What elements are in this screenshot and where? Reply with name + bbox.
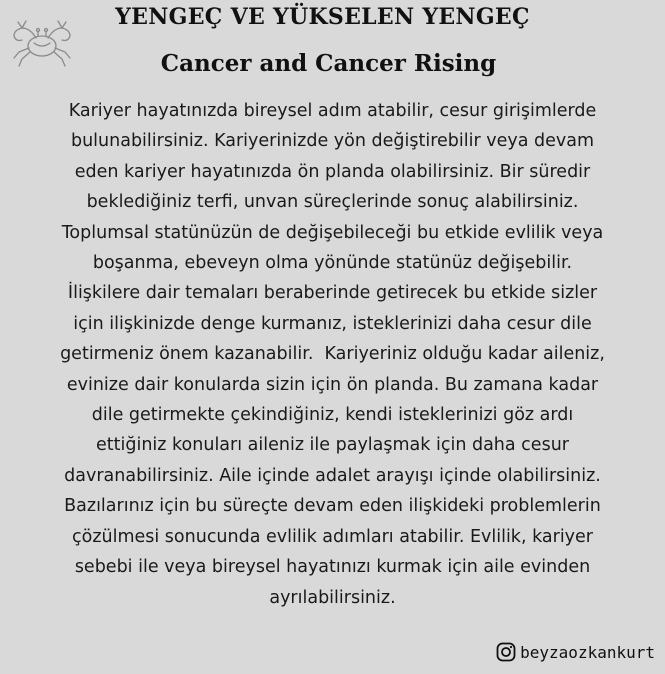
text-line: Kariyer hayatınızda bireysel adım atabilir, cesur girişimlerde bbox=[68, 101, 597, 121]
text-line: ettiğiniz konuları aileniz ile paylaşmak için daha cesur bbox=[96, 435, 569, 456]
text-line: evinize dair konularda sizin için ön planda. Bu zamana kadar bbox=[66, 374, 599, 395]
text-line: için ilişkinizde denge kurmanız, isteklerinizi daha cesur dile bbox=[73, 313, 592, 334]
text-line: dile getirmekte çekindiğiniz, kendi isteklerinizi göz ardı bbox=[91, 405, 574, 426]
text-line: Bazılarınız için bu süreçte devam eden ilişkideki problemlerin bbox=[64, 496, 601, 517]
text-line: sebebi ile veya bireysel hayatınızı kurmak için aile evinden bbox=[74, 557, 591, 578]
text-line: eden kariyer hayatınızda ön planda olabilirsiniz. Bir süredir bbox=[74, 161, 591, 182]
text-line: bulunabilirsiniz. Kariyerinizde yön değiştirebilir veya devam bbox=[70, 131, 594, 152]
text-line: beklediğiniz terfi, unvan süreçlerinde sonuç alabilirsiniz. bbox=[86, 192, 579, 213]
text-line: İlişkilere dair temaları beraberinde getirecek bu etkide sizler bbox=[67, 283, 598, 304]
text-line: çözülmesi sonucunda evlilik adımları atabilir. Evlilik, kariyer bbox=[71, 526, 593, 547]
page-title-turkish: YENGEÇ VE YÜKSELEN YENGEÇ bbox=[115, 4, 530, 30]
text-line: getirmeniz önem kazanabilir. Kariyeriniz olduğu kadar aileniz, bbox=[60, 344, 605, 365]
text-line: Toplumsal statünüzün de değişebileceği bu etkide evlilik veya bbox=[61, 222, 604, 243]
instagram-icon bbox=[496, 642, 516, 662]
page-subtitle-english: Cancer and Cancer Rising bbox=[160, 50, 497, 77]
instagram-handle: beyzaozkankurt bbox=[520, 642, 655, 662]
text-line: boşanma, ebeveyn olma yönünde statünüz değişebilir. bbox=[92, 253, 573, 274]
text-line: ayrılabilirsiniz. bbox=[269, 587, 396, 608]
text-line: davranabilirsiniz. Aile içinde adalet arayışı içinde olabilirsiniz. bbox=[64, 465, 601, 486]
horoscope-text bbox=[8, 96, 657, 613]
instagram-credit bbox=[496, 641, 655, 663]
